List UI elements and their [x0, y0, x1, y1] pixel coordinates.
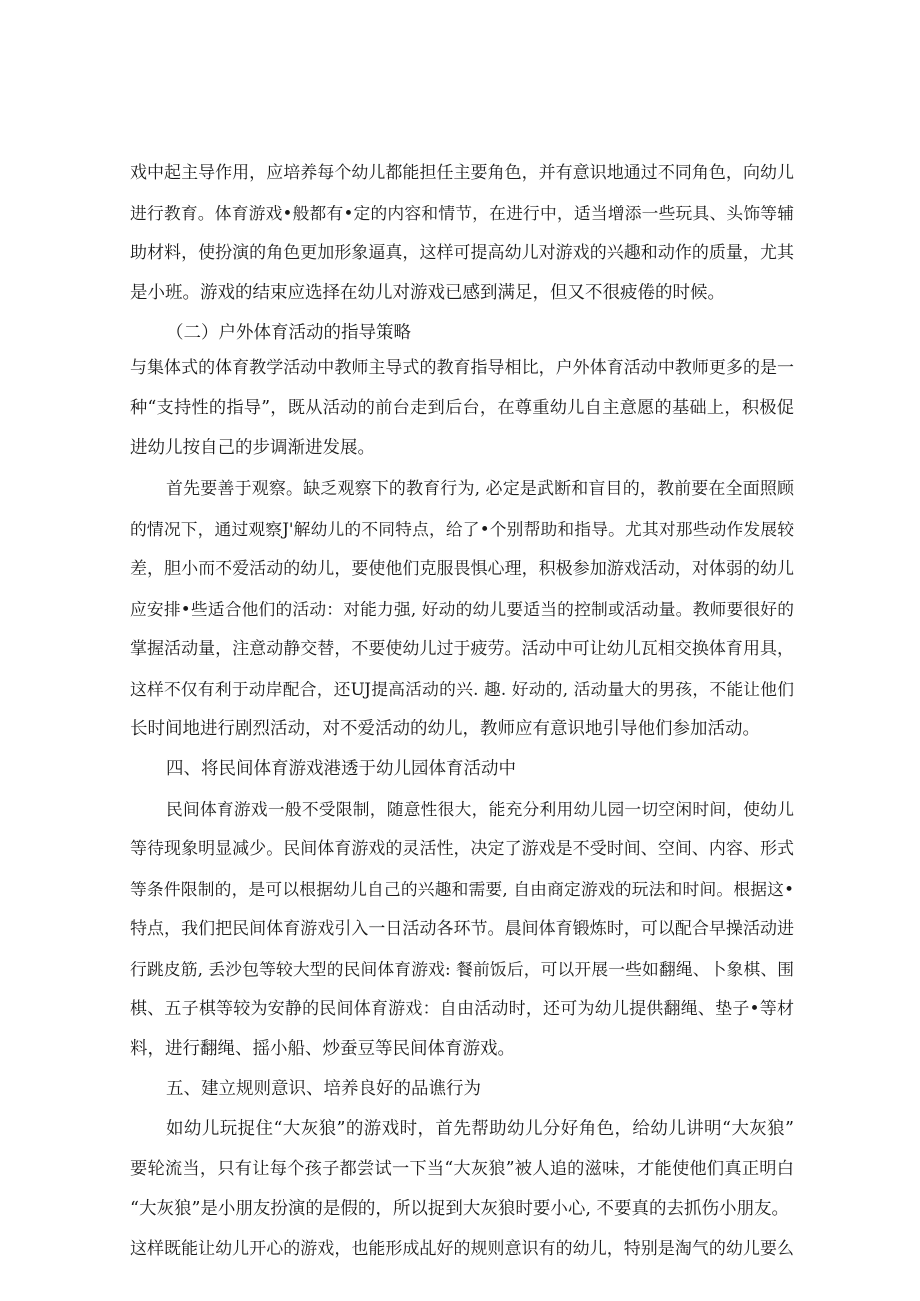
paragraph-line: 差，胆小而不爱活动的幼儿，要使他们克服畏惧心理，积极参加游戏活动，对体弱的幼儿 [130, 559, 794, 579]
paragraph-line: 料，进行翻绳、摇小船、炒蚕豆等民间体育游戏。 [130, 1039, 515, 1059]
paragraph-line: 棋、五子棋等较为安静的民间体育游戏：自由活动时，还可为幼儿提供翻绳、垫子•等材 [130, 999, 794, 1019]
paragraph-line: 种“支持性的指导”，既从活动的前台走到后台，在尊重幼儿自主意愿的基础上，积极促 [130, 398, 794, 418]
paragraph-line: 应安排•些适合他们的活动：对能力强, 好动的幼儿要适当的控制或活动量。教师要很好的 [130, 599, 794, 619]
paragraph-line: 行跳皮筋, 丢沙包等较大型的民间体育游戏: 餐前饭后，可以开展一些如翻绳、卜象棋、围 [130, 959, 794, 979]
paragraph-line: 如幼儿玩捉住“大灰狼”的游戏时，首先帮助幼儿分好角色，给幼儿讲明“大灰狼” [166, 1119, 794, 1139]
paragraph-line: 这样不仅有利于动岸配合，还UJ提高活动的兴. 趣. 好动的, 活动量大的男孩，不能让他们 [130, 679, 794, 699]
paragraph-line: 戏中起主导作用，应培养每个幼儿都能担任主要角色，并有意识地通过不同角色，向幼儿 [130, 163, 794, 183]
section-heading: 四、将民间体育游戏港透于幼儿园体育活动中 [166, 759, 516, 779]
paragraph-line: 进行教育。体育游戏•般都有•定的内容和情节，在进行中，适当增添一些玩具、头饰等辅 [130, 203, 794, 223]
paragraph-line: 是小班。游戏的结束应选择在幼儿对游戏已感到满足，但又不很疲倦的时候。 [130, 283, 725, 303]
paragraph-line: 的情况下，通过观察J'解幼儿的不同特点，给了•个别帮助和指导。尤其对那些动作发展较 [130, 519, 794, 539]
section-heading: 五、建立规则意识、培养良好的品谯行为 [166, 1079, 481, 1099]
paragraph-line: 民间体育游戏一般不受限制，随意性很大，能充分利用幼儿园一切空闲时间，使幼儿 [166, 799, 794, 819]
paragraph-line: 长时间地进行剧烈活动，对不爱活动的幼儿，教师应有意识地引导他们参加活动。 [130, 719, 760, 739]
paragraph-line: 这样既能让幼儿开心的游戏，也能形成乩好的规则意识有的幼儿，特别是淘气的幼儿要么 [130, 1239, 794, 1259]
paragraph-line: 首先要善于观察。缺乏观察下的教育行为, 必定是武断和盲目的，教前要在全面照顾 [166, 479, 794, 499]
paragraph-line: 助材料，使扮演的角色更加形象逼真，这样可提高幼儿对游戏的兴趣和动作的质量，尤其 [130, 243, 794, 263]
paragraph-line: 与集体式的体育教学活动中教师主导式的教育指导相比，户外体育活动中教师更多的是一 [130, 358, 794, 378]
paragraph-line: 等待现象明显减少。民间体育游戏的灵活性，决定了游戏是不受时间、空间、内容、形式 [130, 839, 794, 859]
paragraph-line: 特点，我们把民间体育游戏引入一日活动各环节。晨间体育锻炼时，可以配合早操活动进 [130, 919, 794, 939]
paragraph-line: 掌握活动量，注意动静交替，不要使幼儿过于疲劳。活动中可让幼儿瓦相交换体育用具， [130, 639, 794, 659]
paragraph-line: “大灰狼”是小朋友扮演的是假的，所以捉到大灰狼时要小心, 不要真的去抓伤小朋友。 [130, 1199, 790, 1219]
section-heading: （二）户外体育活动的指导策略 [166, 323, 411, 343]
paragraph-line: 进幼儿按自己的步调渐进发展。 [130, 438, 375, 458]
paragraph-line: 要轮流当，只有让每个孩子都尝试一下当“大灰狼”被人追的滋味，才能使他们真正明白 [130, 1159, 794, 1179]
paragraph-line: 等条件限制的，是可以根据幼儿自己的兴趣和需要, 自由商定游戏的玩法和时间。根据这• [130, 879, 794, 899]
